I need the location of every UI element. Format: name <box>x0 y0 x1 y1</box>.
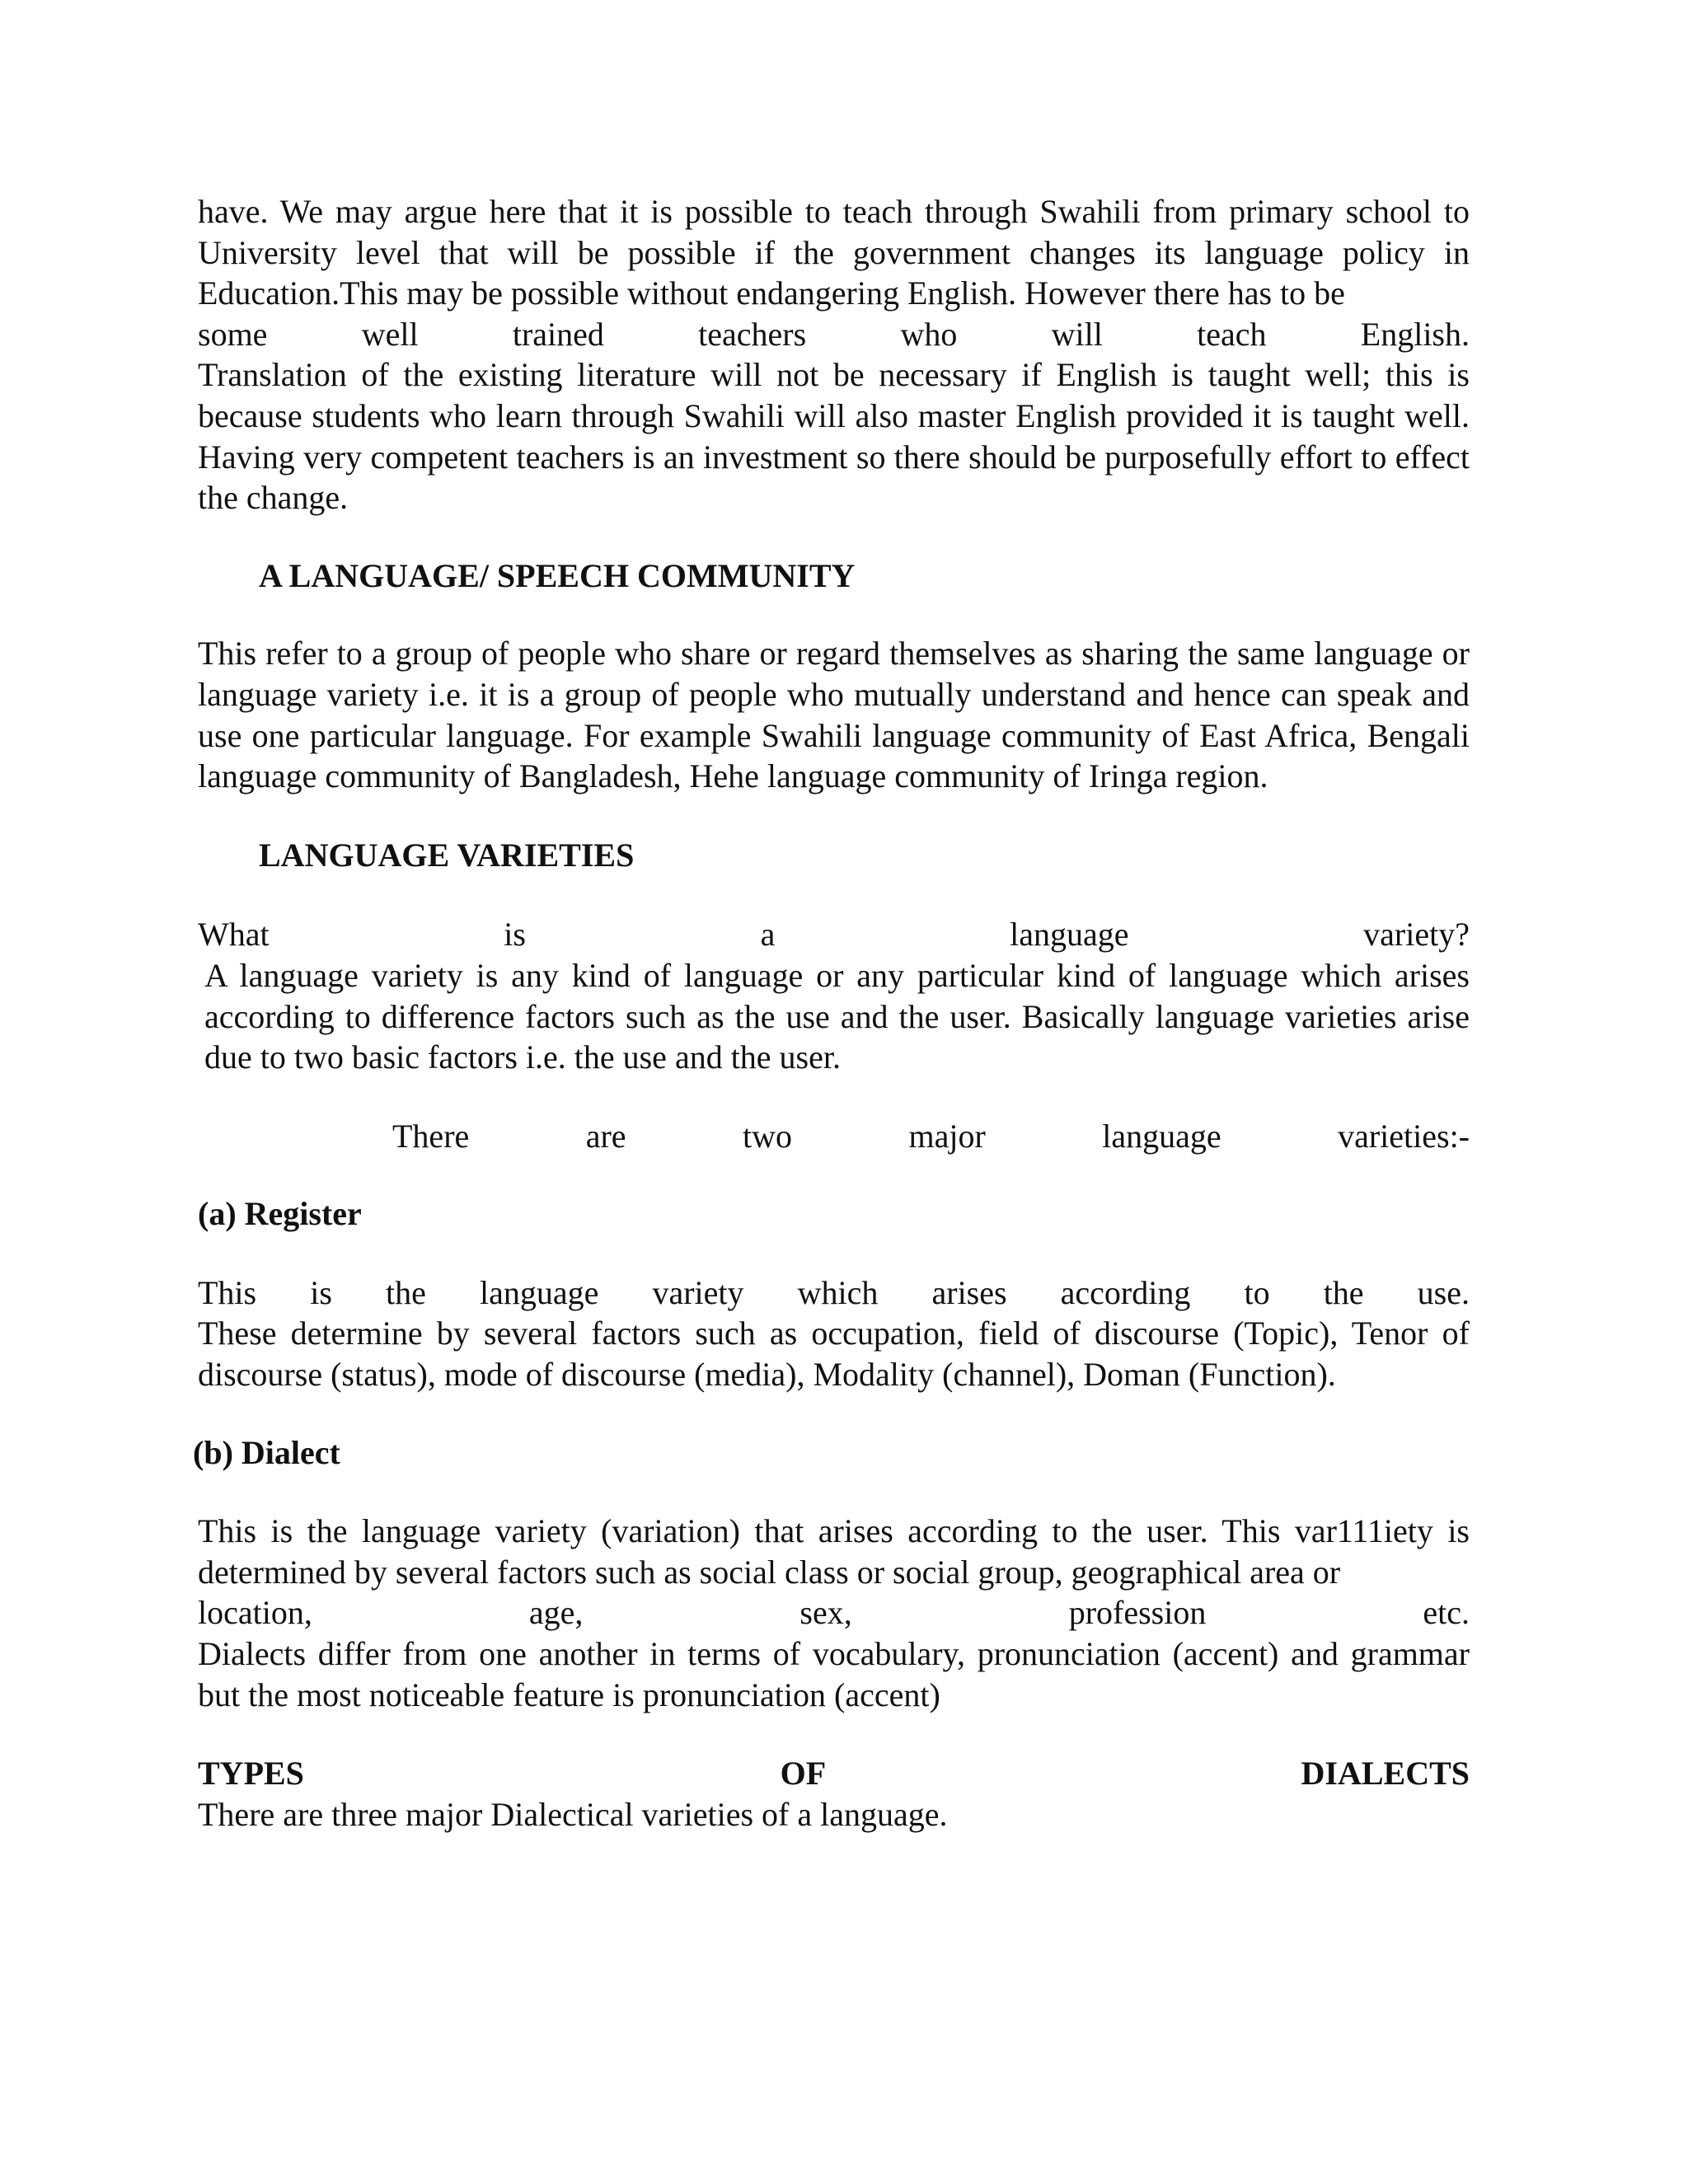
heading-language-varieties: LANGUAGE VARIETIES <box>259 836 635 874</box>
paragraph-language-policy-part2: Translation of the existing literature will not be necessary if English is taught well; this is because students who learn through Swahili will also master English provided it is taught well. Having very competent teachers is an investment so there should be purposefully effort to effect the change. <box>198 356 1470 517</box>
paragraph-dialect-part2: Dialects differ from one another in terms of vocabulary, pronunciation (accent) and grammar but the most noticeable feature is pronunciation (accent) <box>198 1635 1470 1713</box>
heading-register: (a) Register <box>198 1195 362 1233</box>
heading-dialect: (b) Dialect <box>193 1433 340 1471</box>
paragraph-language-variety-definition: A language variety is any kind of language or any particular kind of language which arises according to difference factors such as the use and the user. Basically language varieties arise due to two basic factors i.e. the use and the user. <box>204 956 1470 1076</box>
heading-speech-community: A LANGUAGE/ SPEECH COMMUNITY <box>259 556 856 594</box>
question-language-variety: What is a language variety? <box>198 916 1470 954</box>
document-page <box>193 191 1470 1835</box>
paragraph-language-policy-stretched-line: some well trained teachers who will teach English. <box>198 315 1470 353</box>
heading-types-of-dialects: TYPES OF DIALECTS <box>198 1755 1470 1793</box>
paragraph-language-policy-part1: have. We may argue here that it is possible to teach through Swahili from primary school to University level that will be possible if the government changes its language policy in Education.This may be possible without endangering English. However there has to be <box>198 193 1470 312</box>
paragraph-dialect-stretched-line: location, age, sex, profession etc. <box>198 1594 1470 1632</box>
paragraph-register-part2: These determine by several factors such as occupation, field of discourse (Topic), Tenor of discourse (status), mode of discourse (media), Modality (channel), Doman (Function). <box>198 1315 1470 1394</box>
paragraph-speech-community: This refer to a group of people who share or regard themselves as sharing the same language or language variety i.e. it is a group of people who mutually understand and hence can speak and use one particular language. For example Swahili language community of East Africa, Bengali language community of Bangladesh, Hehe language community of Iringa region. <box>198 635 1470 795</box>
line-two-major-varieties: There are two major language varieties:- <box>392 1117 1470 1155</box>
paragraph-three-varieties: There are three major Dialectical varieties of a language. <box>198 1795 948 1833</box>
paragraph-register-stretched-line: This is the language variety which arises according to the use. <box>198 1273 1470 1311</box>
paragraph-dialect-part1: This is the language variety (variation) that arises according to the user. This var111iety is determined by several factors such as social class or social group, geographical area or <box>198 1512 1470 1591</box>
